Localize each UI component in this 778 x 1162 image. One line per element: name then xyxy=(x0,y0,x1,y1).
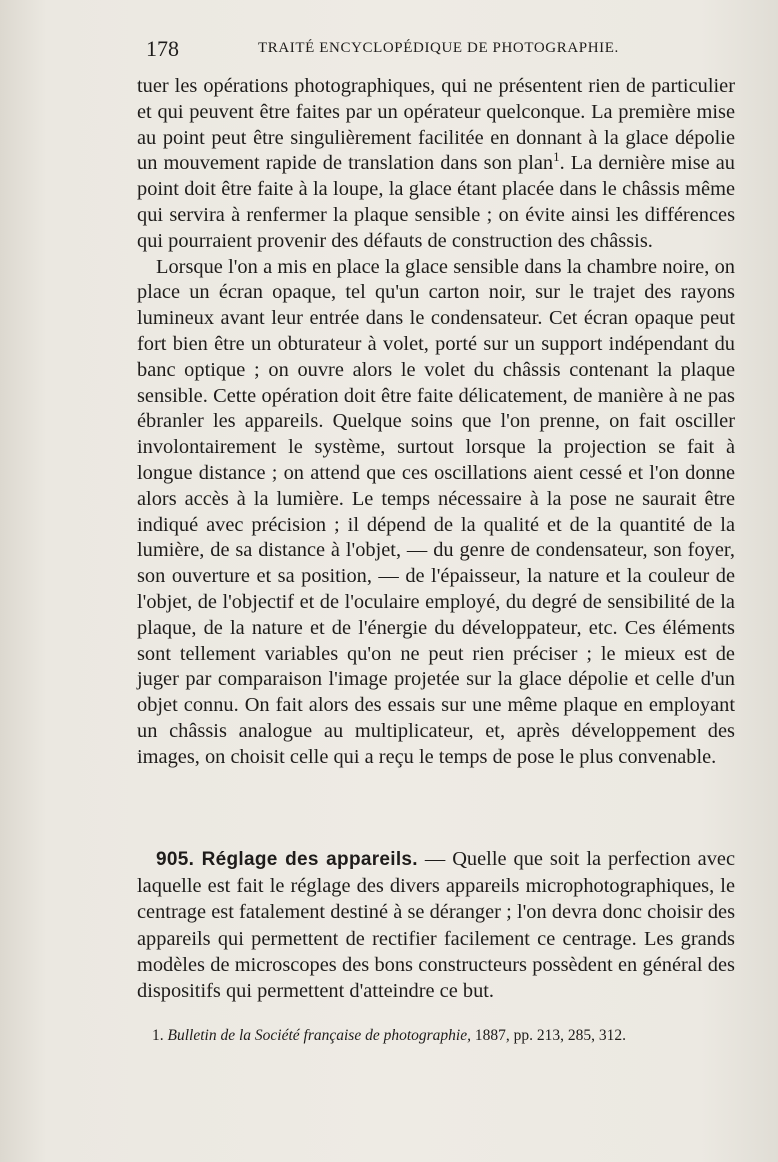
running-title: TRAITÉ ENCYCLOPÉDIQUE DE PHOTOGRAPHIE. xyxy=(258,40,619,56)
paragraph-text: tuer les opérations photographiques, qui ne présentent rien de particulier et qui peuvent être faites par un opérateur quelconque. La première mise au point peut être singulièrement facilitée en donnant à la glace dépolie un mouvement rapide de translation dans son plan xyxy=(137,75,735,175)
paragraph: Lorsque l'on a mis en place la glace sensible dans la chambre noire, on place un écran opaque, tel qu'un carton noir, sur le trajet des rayons lumineux avant leur entrée dans le condensateur. Cet écran opaque peut fort bien être un obturateur à volet, porté sur un support indépendant du banc optique ; on ouvre alors le volet du châssis contenant la plaque sensible. Cette opération doit être faite délicatement, de manière à ne pas ébranler les appareils. Quelque soins que l'on prenne, on fait osciller involontairement le système, surtout lorsque la projection se fait à longue distance ; on attend que ces oscillations aient cessé et l'on donne alors accès à la lumière. Le temps nécessaire à la pose ne saurait être indiqué avec précision ; il dépend de la qualité et de la quantité de la lumière, de sa distance à l'objet, — du genre de condensateur, son foyer, son ouverture et sa position, — de l'épaisseur, la nature et la couleur de l'objet, de l'objectif et de l'oculaire employé, du degré de sensibilité de la plaque, de la nature et de l'énergie du développateur, etc. Ces éléments sont tellement variables qu'on ne peut rien préciser ; le mieux est de juger par comparaison l'image projetée sur la glace dépolie et celle d'un objet connu. On fait alors des essais sur une même plaque en employant un châssis analogue au multiplicateur, et, après développement des images, on choisit celle qui a reçu le temps de pose le plus convenable. xyxy=(137,255,735,768)
section-heading: 905. Réglage des appareils. xyxy=(156,849,418,870)
footnote-title: Bulletin de la Société française de photographie, xyxy=(167,1027,471,1044)
section-905 xyxy=(137,846,735,1004)
body-text xyxy=(137,74,735,771)
footnote-reference: 1 xyxy=(553,149,560,165)
running-head xyxy=(140,30,740,66)
section-text: — Quelle que soit la perfection avec laquelle est fait le réglage des divers appareils microphotographiques, le centrage est fatalement destiné à se déranger ; l'on devra donc choisir des appareils qui permettent de rectifier facilement ce centrage. Les grands modèles de microscopes des bons constructeurs possèdent en général des dispositifs qui permettent d'atteindre ce but. xyxy=(137,848,735,1003)
footnote xyxy=(152,1027,712,1045)
page-number: 178 xyxy=(146,36,179,61)
paragraph-text: . La dernière mise au point doit être faite à la loupe, la glace étant placée dans le châssis même qui servira à renfermer la plaque sensible ; on évite ainsi les différences qui pourraient provenir des défauts de construction des châssis. xyxy=(137,152,735,252)
paragraph-continued xyxy=(137,74,735,255)
footnote-number: 1. xyxy=(152,1027,164,1044)
footnote-reference-text: 1887, pp. 213, 285, 312. xyxy=(470,1027,626,1044)
